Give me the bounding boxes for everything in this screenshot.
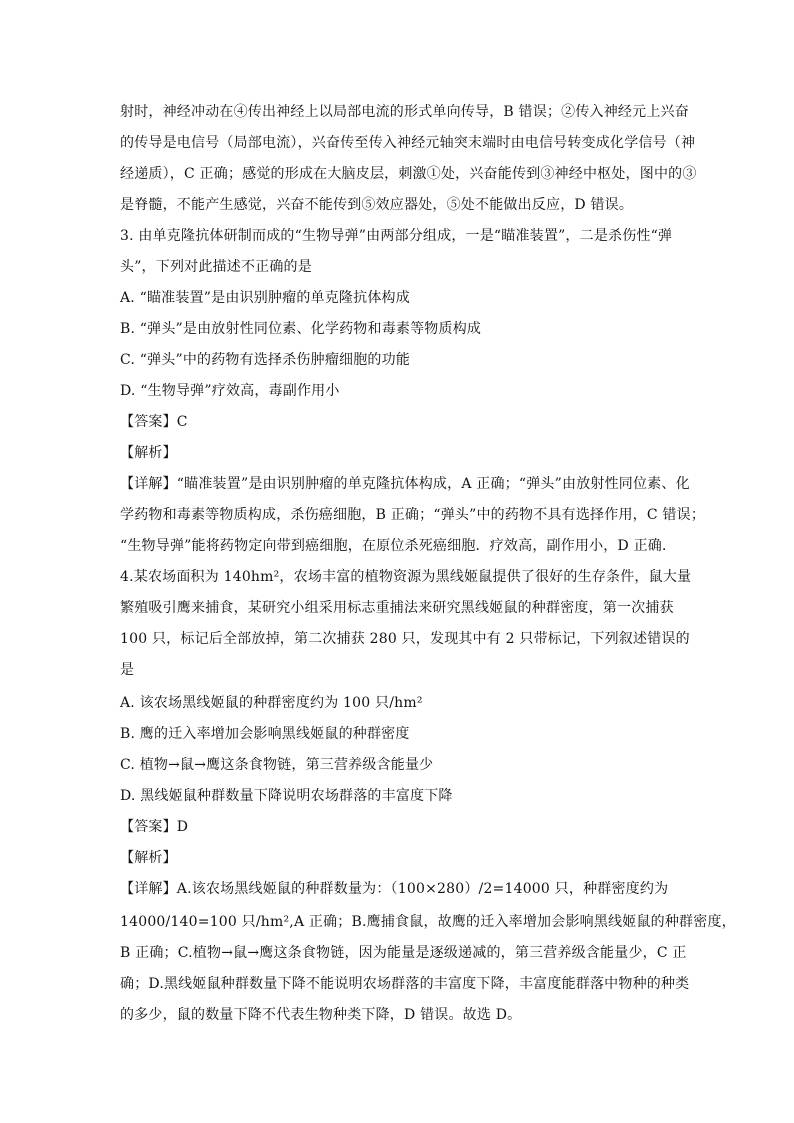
analysis-label: 【解析】: [120, 445, 177, 461]
text-line: 射时，神经冲动在④传出神经上以局部电流的形式单向传导，B 错误；②传入神经元上兴奋: [120, 104, 689, 120]
explanation-line: “生物导弹”能将药物定向带到癌细胞，在原位杀死癌细胞．疗效高，副作用小，D 正确．: [120, 538, 677, 554]
explanation-line: 学药物和毒素等物质构成，杀伤癌细胞，B 正确；“弹头”中的药物不具有选择作用，C 错误；: [120, 507, 706, 523]
option-b: B. “弹头”是由放射性同位素、化学药物和毒素等物质构成: [120, 321, 482, 337]
explanation-line: 14000/140=100 只/hm²,A 正确；B.鹰捕食鼠，故鹰的迁入率增加会影响黑线姬鼠的种群密度，: [120, 914, 736, 930]
text-line: 的传导是电信号（局部电流），兴奋传至传入神经元轴突末端时由电信号转变成化学信号（神: [120, 135, 696, 151]
question-4-stem: 4.某农场面积为 140hm²，农场丰富的植物资源为黑线姬鼠提供了很好的生存条件，鼠大量: [120, 569, 692, 585]
answer-label: 【答案】D: [120, 819, 189, 835]
explanation-line: 【详解】“瞄准装置”是由识别肿瘤的单克隆抗体构成，A 正确；“弹头”由放射性同位素、化: [120, 476, 690, 492]
option-a: A. 该农场黑线姬鼠的种群密度约为 100 只/hm²: [120, 695, 423, 711]
option-c: C. 植物→鼠→鹰这条食物链，第三营养级含能量少: [120, 757, 434, 773]
answer-label: 【答案】C: [120, 414, 188, 430]
option-b: B. 鹰的迁入率增加会影响黑线姬鼠的种群密度: [120, 726, 410, 742]
option-d: D. “生物导弹”疗效高，毒副作用小: [120, 383, 340, 399]
analysis-label: 【解析】: [120, 850, 177, 866]
option-d: D. 黑线姬鼠种群数量下降说明农场群落的丰富度下降: [120, 788, 453, 804]
text-line: 是脊髓，不能产生感觉，兴奋不能传到⑤效应器处，⑤处不能做出反应，D 错误。: [120, 197, 634, 213]
question-4-stem: 100 只，标记后全部放掉，第二次捕获 280 只，发现其中有 2 只带标记，下列叙述错误的: [120, 631, 690, 647]
explanation-line: 确；D.黑线姬鼠种群数量下降不能说明农场群落的丰富度下降，丰富度能群落中物种的种类: [120, 976, 690, 992]
option-a: A. “瞄准装置”是由识别肿瘤的单克隆抗体构成: [120, 290, 410, 306]
text-line: 经递质），C 正确；感觉的形成在大脑皮层，刺激①处，兴奋能传到③神经中枢处，图中的③: [120, 166, 697, 182]
question-3-stem: 3. 由单克隆抗体研制而成的“生物导弹”由两部分组成，一是“瞄准装置”，二是杀伤性“弹: [120, 228, 673, 244]
explanation-line: 的多少，鼠的数量下降不代表生物种类下降，D 错误。故选 D。: [120, 1007, 522, 1023]
explanation-line: 【详解】A.该农场黑线姬鼠的种群数量为：（100×280）/2=14000 只，种群密度约为: [120, 881, 669, 897]
question-3-stem: 头”，下列对此描述不正确的是: [120, 259, 312, 275]
explanation-line: B 正确；C.植物→鼠→鹰这条食物链，因为能量是逐级递减的，第三营养级含能量少，C 正: [120, 945, 687, 961]
option-c: C. “弹头”中的药物有选择杀伤肿瘤细胞的功能: [120, 352, 411, 368]
question-4-stem: 是: [120, 662, 135, 678]
question-4-stem: 繁殖吸引鹰来捕食，某研究小组采用标志重捕法来研究黑线姬鼠的种群密度，第一次捕获: [120, 600, 674, 616]
